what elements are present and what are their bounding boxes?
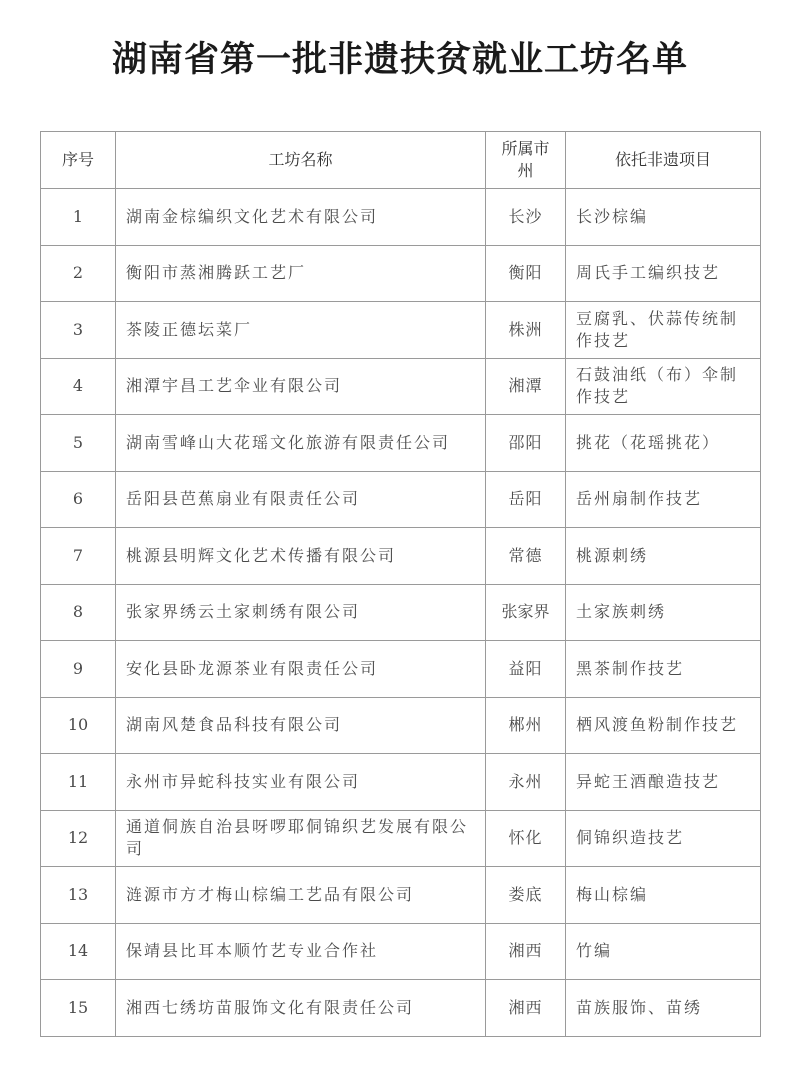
- row-name: 湖南金棕编织文化艺术有限公司: [116, 189, 486, 246]
- row-city: 常德: [486, 528, 566, 585]
- table-row: [41, 810, 761, 867]
- row-name: 湖南风楚食品科技有限公司: [116, 697, 486, 754]
- row-no: 5: [41, 415, 116, 472]
- table-row: [41, 697, 761, 754]
- page-title: 湖南省第一批非遗扶贫就业工坊名单: [111, 39, 688, 80]
- row-no: 8: [41, 584, 116, 641]
- row-city: 永州: [486, 754, 566, 811]
- row-no: 10: [41, 697, 116, 754]
- row-no: 7: [41, 528, 116, 585]
- row-city: 湘西: [486, 923, 566, 980]
- row-item: 苗族服饰、苗绣: [566, 980, 761, 1037]
- row-city: 益阳: [486, 641, 566, 698]
- header-item: 依托非遗项目: [566, 132, 761, 189]
- row-item: 石鼓油纸（布）伞制作技艺: [566, 358, 761, 415]
- row-city: 邵阳: [486, 415, 566, 472]
- table-row: [41, 302, 761, 359]
- header-no: 序号: [41, 132, 116, 189]
- row-name: 涟源市方才梅山棕编工艺品有限公司: [116, 867, 486, 924]
- workshop-table: [40, 131, 761, 1037]
- row-name: 安化县卧龙源茶业有限责任公司: [116, 641, 486, 698]
- header-name: 工坊名称: [116, 132, 486, 189]
- table-row: [41, 189, 761, 246]
- row-item: 豆腐乳、伏蒜传统制作技艺: [566, 302, 761, 359]
- row-no: 15: [41, 980, 116, 1037]
- row-name: 保靖县比耳本顺竹艺专业合作社: [116, 923, 486, 980]
- row-item: 土家族刺绣: [566, 584, 761, 641]
- row-item: 竹编: [566, 923, 761, 980]
- row-name: 茶陵正德坛菜厂: [116, 302, 486, 359]
- row-no: 4: [41, 358, 116, 415]
- row-no: 11: [41, 754, 116, 811]
- row-item: 桃源刺绣: [566, 528, 761, 585]
- row-no: 9: [41, 641, 116, 698]
- table-row: [41, 358, 761, 415]
- row-item: 长沙棕编: [566, 189, 761, 246]
- table-row: [41, 754, 761, 811]
- row-name: 通道侗族自治县呀啰耶侗锦织艺发展有限公司: [116, 810, 486, 867]
- row-name: 湘潭宇昌工艺伞业有限公司: [116, 358, 486, 415]
- table-row: [41, 584, 761, 641]
- row-city: 湘西: [486, 980, 566, 1037]
- row-city: 娄底: [486, 867, 566, 924]
- row-city: 怀化: [486, 810, 566, 867]
- row-city: 岳阳: [486, 471, 566, 528]
- row-city: 张家界: [486, 584, 566, 641]
- row-item: 挑花（花瑶挑花）: [566, 415, 761, 472]
- row-item: 侗锦织造技艺: [566, 810, 761, 867]
- row-name: 岳阳县芭蕉扇业有限责任公司: [116, 471, 486, 528]
- row-name: 衡阳市蒸湘腾跃工艺厂: [116, 245, 486, 302]
- row-city: 湘潭: [486, 358, 566, 415]
- row-item: 栖风渡鱼粉制作技艺: [566, 697, 761, 754]
- row-name: 湖南雪峰山大花瑶文化旅游有限责任公司: [116, 415, 486, 472]
- table-row: [41, 641, 761, 698]
- row-item: 黑茶制作技艺: [566, 641, 761, 698]
- row-item: 岳州扇制作技艺: [566, 471, 761, 528]
- row-name: 永州市异蛇科技实业有限公司: [116, 754, 486, 811]
- table-header-row: [41, 132, 761, 189]
- row-no: 3: [41, 302, 116, 359]
- row-name: 桃源县明辉文化艺术传播有限公司: [116, 528, 486, 585]
- table-row: [41, 528, 761, 585]
- table-row: [41, 471, 761, 528]
- row-no: 14: [41, 923, 116, 980]
- table-row: [41, 415, 761, 472]
- row-no: 6: [41, 471, 116, 528]
- row-no: 2: [41, 245, 116, 302]
- row-city: 郴州: [486, 697, 566, 754]
- row-name: 湘西七绣坊苗服饰文化有限责任公司: [116, 980, 486, 1037]
- row-city: 衡阳: [486, 245, 566, 302]
- table-row: [41, 867, 761, 924]
- row-no: 13: [41, 867, 116, 924]
- header-city: 所属市州: [486, 132, 566, 189]
- row-city: 长沙: [486, 189, 566, 246]
- row-item: 周氏手工编织技艺: [566, 245, 761, 302]
- row-no: 12: [41, 810, 116, 867]
- row-name: 张家界绣云土家刺绣有限公司: [116, 584, 486, 641]
- table-row: [41, 923, 761, 980]
- table-row: [41, 245, 761, 302]
- row-item: 梅山棕编: [566, 867, 761, 924]
- row-item: 异蛇王酒酿造技艺: [566, 754, 761, 811]
- row-city: 株洲: [486, 302, 566, 359]
- table-row: [41, 980, 761, 1037]
- row-no: 1: [41, 189, 116, 246]
